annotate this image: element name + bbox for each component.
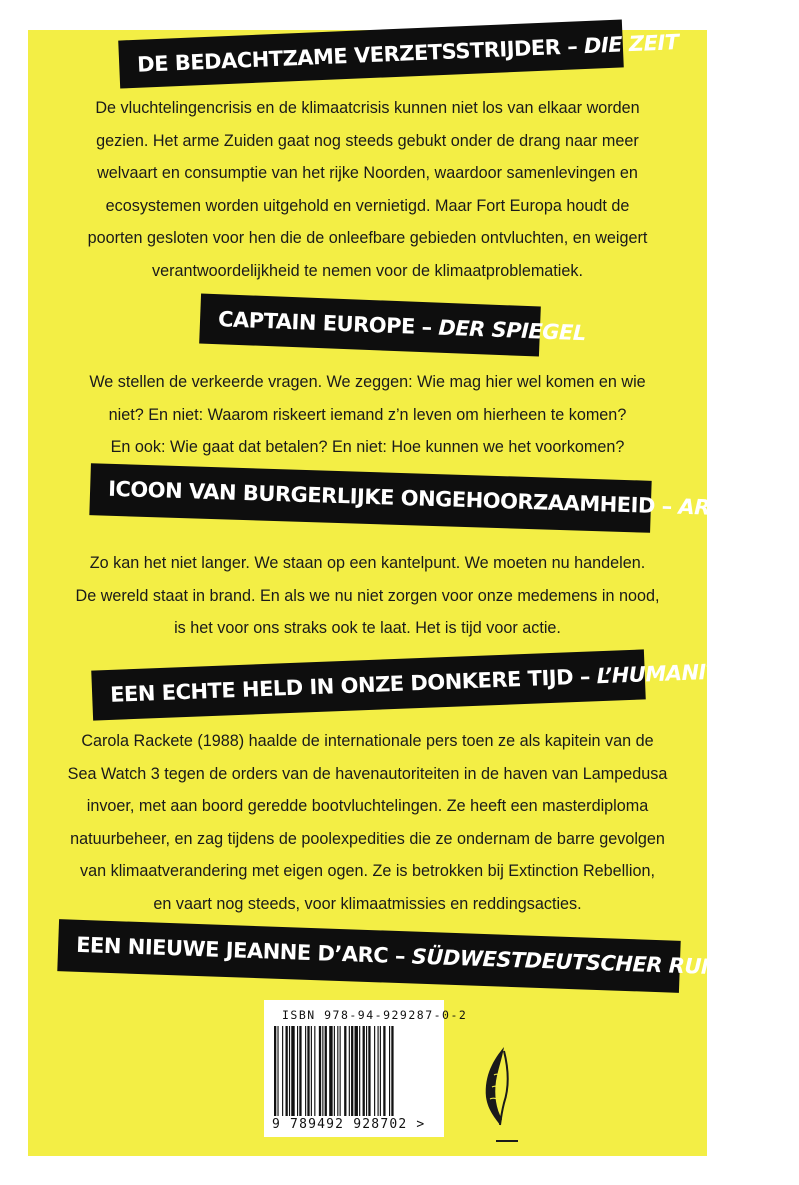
barcode-bar [277, 1026, 278, 1116]
quote-banner-3: ICOON VAN BURGERLIJKE ONGEHOORZAAMHEID – ARTE [89, 463, 651, 533]
banner-source: DIE ZEIT [583, 30, 680, 59]
barcode-bar [329, 1026, 332, 1116]
barcode-bar [389, 1026, 390, 1116]
quote-banner-1: DE BEDACHTZAME VERZETSSTRIJDER – DIE ZEIT [118, 19, 624, 88]
barcode-digits: 9 789492 928702 > [272, 1117, 426, 1132]
barcode-bar [291, 1026, 294, 1116]
barcode-bar [366, 1026, 367, 1116]
quote-banner-4: EEN ECHTE HELD IN ONZE DONKERE TIJD – L’HUMANITÉ [91, 649, 646, 720]
quote-banner-2: CAPTAIN EUROPE – DER SPIEGEL [199, 293, 541, 356]
banner-source: L’HUMANITÉ [596, 658, 734, 689]
barcode-bar [351, 1026, 353, 1116]
barcode-bar [334, 1026, 335, 1116]
quote-banner-5: EEN NIEUWE JEANNE D’ARC – SÜDWESTDEUTSCHER RUNDFUNK [57, 919, 680, 993]
barcode-bar [359, 1026, 360, 1116]
paragraph-3: Zo kan het niet langer. We staan op een kantelpunt. We moeten nu handelen. De wereld staat in brand. En als we nu niet zorgen voor onze medemens in nood, is het voor ons straks ook te laat. Het is tijd voor actie. [75, 554, 660, 637]
barcode-icon [272, 1026, 434, 1118]
barcode-bar [305, 1026, 306, 1116]
banner-quote: EEN ECHTE HELD IN ONZE DONKERE TIJD [109, 665, 574, 707]
banner-source: ARTE [678, 494, 737, 521]
barcode-bar [380, 1026, 381, 1116]
banner-quote: CAPTAIN EUROPE [217, 307, 416, 339]
banner-quote: ICOON VAN BURGERLIJKE ONGEHOORZAAMHEID [107, 476, 656, 518]
barcode-bar [378, 1026, 379, 1116]
barcode-bar [363, 1026, 365, 1116]
barcode-bar [282, 1026, 283, 1116]
barcode-bar [319, 1026, 321, 1116]
banner-source: DER SPIEGEL [437, 315, 587, 346]
barcode-bar [349, 1026, 350, 1116]
barcode-bar [299, 1026, 301, 1116]
barcode-bar [355, 1026, 358, 1116]
paragraph-2: We stellen de verkeerde vragen. We zeggen: Wie mag hier wel komen en wie niet? En niet: Waarom riskeert iemand z’n leven om hierheen te komen? En ook: Wie gaat dat betalen? En niet: Hoe kunnen we het voorkomen? [89, 373, 646, 456]
barcode-bar [314, 1026, 315, 1116]
paragraph-4: Carola Rackete (1988) haalde de internationale pers toen ze als kapitein van de Sea Watch 3 tegen de orders van de havenautoriteiten in de haven van Lampedusa invoer, met aan boord geredde bootvluchtelingen. Ze heeft een masterdiploma natuurbeheer, en zag tijdens de poolexpedities die ze ondernam de barre gevolgen van klimaatverandering met eigen ogen. Ze is betrokken bij Extinction Rebellion, en vaart nog steeds, voor klimaatmissies en reddingsacties. [67, 732, 668, 913]
barcode-bar [274, 1026, 276, 1116]
isbn-label: ISBN 978-94-929287-0-2 [282, 1008, 468, 1022]
barcode-bar [286, 1026, 288, 1116]
barcode-bar [289, 1026, 290, 1116]
banner-quote: EEN NIEUWE JEANNE D’ARC [75, 932, 389, 968]
barcode-bar [368, 1026, 370, 1116]
barcode-bar [297, 1026, 298, 1116]
banner-source: SÜDWESTDEUTSCHER RUNDFUNK [411, 944, 799, 982]
banner-quote: DE BEDACHTZAME VERZETSSTRIJDER [136, 35, 561, 77]
barcode-bar [391, 1026, 393, 1116]
publisher-quill-logo-icon [474, 1045, 520, 1145]
paragraph-1: De vluchtelingencrisis en de klimaatcrisis kunnen niet los van elkaar worden gezien. Het arme Zuiden gaat nog steeds gebukt onder de drang naar meer welvaart en consumptie van het rijke Noorden, waardoor samenlevingen en ecosystemen worden uitgehold en vernietigd. Maar Fort Europa houdt de poorten gesloten voor hen die de onleefbare gebieden ontvluchten, en weigert verantwoordelijkheid te nemen voor de klimaatproblematiek. [87, 99, 648, 280]
barcode-bar [325, 1026, 327, 1116]
barcode-bar [374, 1026, 375, 1116]
barcode-bar [344, 1026, 346, 1116]
barcode-bar [311, 1026, 312, 1116]
barcode-bar [340, 1026, 341, 1116]
barcode-bar [383, 1026, 385, 1116]
barcode-bar [337, 1026, 338, 1116]
barcode-bar [307, 1026, 309, 1116]
barcode-bar [322, 1026, 323, 1116]
